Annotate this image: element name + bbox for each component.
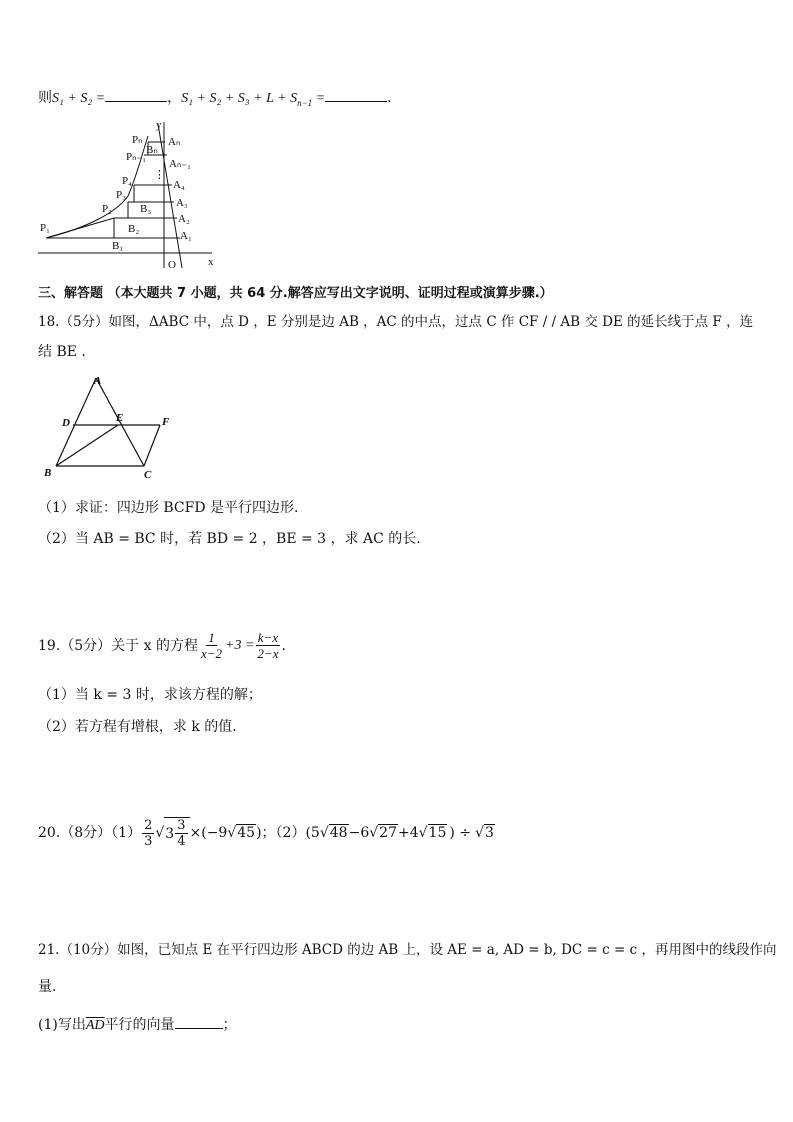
label-B: B bbox=[44, 467, 52, 479]
q20-rad1: 45 bbox=[237, 825, 256, 841]
label-A: A bbox=[94, 375, 102, 387]
q20-p2-open: (5 bbox=[305, 825, 320, 841]
label-a4: A₄ bbox=[173, 179, 185, 191]
label-pn: Pₙ bbox=[132, 134, 143, 146]
q21-sub1-suffix: 平行的向量 bbox=[104, 1017, 175, 1033]
q20-radical-2: √45 bbox=[227, 825, 256, 841]
q19-sub2: （2）若方程有增根，求 k 的值. bbox=[38, 719, 237, 735]
q20-radical-4: √27 bbox=[369, 825, 397, 841]
figure-curve-diagram bbox=[36, 118, 226, 274]
line1-expr-a: S₁ + S₂ = bbox=[52, 91, 106, 106]
q21-line1: 21.（10分）如图，已知点 E 在平行四边形 ABCD 的边 AB 上，设 AE = a, AD = b, DC = c = c ，再用图中的线段作向 bbox=[38, 942, 777, 958]
section-heading: 三、解答题 （本大题共 7 小题，共 64 分.解答应写出文字说明、证明过程或演算步骤.） bbox=[38, 286, 553, 301]
chord-1 bbox=[46, 218, 114, 238]
label-b1: B₁ bbox=[112, 240, 124, 252]
q21-sub1-vec: $\overline{AD}$ bbox=[85, 1018, 105, 1033]
label-p3: P₃ bbox=[116, 189, 126, 201]
q20-p2-p: +4 bbox=[397, 825, 419, 841]
label-F: F bbox=[162, 416, 170, 428]
answer-blank-q21[interactable] bbox=[175, 1014, 223, 1029]
q21-sub1-end: ； bbox=[222, 1017, 237, 1033]
q19-f1-num: 1 bbox=[208, 630, 215, 645]
label-b3: B₃ bbox=[140, 203, 152, 215]
q19-end: . bbox=[281, 637, 286, 654]
q20-prefix: 20.（8分）（1） bbox=[38, 825, 142, 841]
q19-f1-den: x−2 bbox=[200, 646, 223, 661]
label-C: C bbox=[144, 469, 152, 481]
q20-radical-6: √3 bbox=[475, 825, 494, 841]
label-y: y bbox=[156, 119, 162, 131]
line1 bbox=[38, 87, 392, 112]
label-an: Aₙ bbox=[168, 136, 181, 148]
q20-root-den: 4 bbox=[177, 834, 186, 849]
answer-blank-2[interactable] bbox=[325, 87, 387, 102]
q19-prefix: 19.（5分）关于 x 的方程 bbox=[38, 637, 198, 654]
q19-f2-num: k−x bbox=[257, 630, 279, 645]
seg-cf bbox=[144, 425, 160, 466]
label-dots: ⋮ bbox=[154, 169, 165, 181]
label-o: O bbox=[168, 259, 176, 271]
q20-radical-5: √15 bbox=[418, 825, 447, 841]
line1-expr-b-sub: n−1 bbox=[297, 97, 313, 108]
q20-f-den: 3 bbox=[144, 833, 153, 849]
label-an1: Aₙ₋₁ bbox=[169, 158, 191, 170]
label-a1: A₁ bbox=[180, 230, 192, 242]
q20-f-num: 2 bbox=[144, 817, 153, 833]
label-E: E bbox=[116, 412, 124, 424]
q20-rad2: 48 bbox=[329, 825, 348, 841]
label-x: x bbox=[208, 256, 214, 268]
q20-rad5: 3 bbox=[484, 825, 494, 841]
q20-p2-close: ) ÷ bbox=[449, 825, 472, 841]
q19-fraction-2 bbox=[255, 630, 280, 661]
label-p1: P₁ bbox=[40, 222, 50, 234]
q21-line2: 量. bbox=[38, 979, 57, 995]
q20-root-int: 3 bbox=[165, 825, 175, 842]
label-p4: P₄ bbox=[122, 175, 132, 187]
label-p2: P₂ bbox=[102, 203, 112, 215]
figure-triangle-parallelogram bbox=[40, 372, 180, 484]
q20-times: ×(−9 bbox=[189, 825, 228, 841]
q20-rad4: 15 bbox=[428, 825, 447, 841]
line1-end: . bbox=[387, 90, 392, 106]
q20-radical-1: √ 3 $\frac{3}{4}$ bbox=[155, 817, 189, 849]
q19-equation-line bbox=[38, 630, 286, 661]
q18-sub1: （1）求证：四边形 BCFD 是平行四边形. bbox=[38, 500, 299, 516]
q20-root-frac bbox=[175, 818, 187, 849]
q18-line1: 18.（5分）如图，ΔABC 中，点 D ，E 分别是边 AB ，AC 的中点，过点 C 作 CF / / AB 交 DE 的延长线于点 F ，连 bbox=[38, 314, 754, 330]
line1-sep: ， bbox=[167, 90, 182, 106]
q20-p2-m: −6 bbox=[348, 825, 370, 841]
q18-line2: 结 BE . bbox=[38, 344, 86, 360]
label-a2: A₂ bbox=[178, 213, 190, 225]
q20-close1: )；（2） bbox=[256, 825, 306, 841]
label-bn: Bₙ bbox=[146, 144, 158, 156]
q19-f2-den: 2−x bbox=[257, 646, 279, 661]
line1-prefix: 则 bbox=[38, 90, 52, 106]
q21-sub1-prefix: (1)写出 bbox=[38, 1017, 86, 1033]
q19-fraction-1 bbox=[199, 630, 224, 661]
q19-mid: +3 = bbox=[225, 637, 255, 653]
q20-line bbox=[38, 817, 495, 849]
q20-radical-3: √48 bbox=[319, 825, 348, 841]
q20-root-num: 3 bbox=[177, 818, 186, 833]
label-pn1: Pₙ₋₁ bbox=[126, 151, 147, 163]
q19-sub1: （1）当 k = 3 时，求该方程的解； bbox=[38, 687, 262, 703]
q18-sub2: （2）当 AB = BC 时，若 BD = 2 ，BE = 3 ，求 AC 的长. bbox=[38, 531, 421, 547]
q20-fraction bbox=[142, 818, 154, 849]
q20-rad3: 27 bbox=[379, 825, 397, 841]
label-D: D bbox=[62, 417, 70, 429]
label-a3: A₃ bbox=[176, 197, 188, 209]
label-b2: B₂ bbox=[128, 223, 140, 235]
answer-blank-1[interactable] bbox=[105, 87, 167, 102]
line1-expr-b: S₁ + S₂ + S₃ + L + S bbox=[181, 91, 298, 106]
line1-expr-b-eq: = bbox=[312, 91, 326, 106]
q21-sub1 bbox=[38, 1014, 237, 1035]
